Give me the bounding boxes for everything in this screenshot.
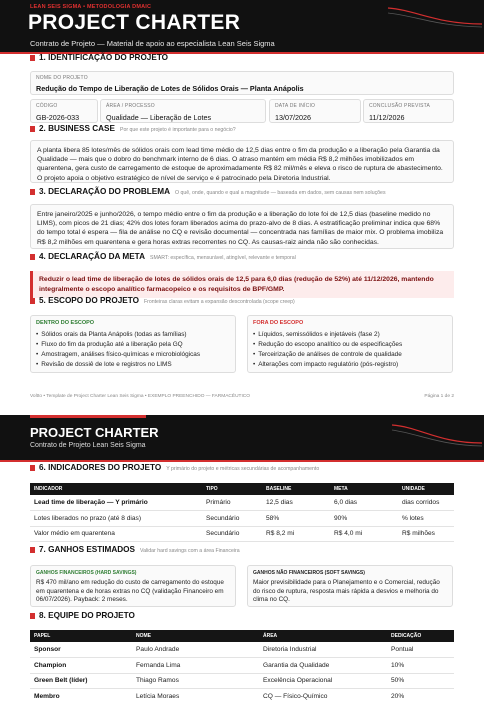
section-business-case-title: 2. BUSINESS CASE Por que este projeto é importante para o negócio? — [30, 124, 236, 133]
decorative-curve-icon — [386, 4, 484, 28]
indicators-table — [30, 483, 454, 542]
header-divider — [0, 460, 484, 462]
header-eyebrow: LEAN SEIS SIGMA • METODOLOGIA DMAIC — [30, 4, 152, 10]
section-marker-icon — [30, 189, 35, 195]
column-header: UNIDADE — [398, 483, 454, 495]
section-identification-title: 1. IDENTIFICAÇÃO DO PROJETO — [30, 53, 168, 62]
table-row: Membro Letícia Moraes CQ — Físico-Químico 20% — [30, 689, 454, 702]
section-indicators-title: 6. INDICADORES DO PROJETO Y primário do projeto e métricas secundárias de acompanhamento — [30, 463, 319, 472]
column-header: TIPO — [202, 483, 262, 495]
column-header: ÁREA — [259, 630, 387, 642]
table-row: Lead time de liberação — Y primário Primário 12,5 dias 6,0 dias dias corridos — [30, 495, 454, 511]
team-table — [30, 630, 454, 702]
table-row: Lotes liberados no prazo (até 8 dias) Secundário 58% 90% % lotes — [30, 511, 454, 527]
table-row: Sponsor Paulo Andrade Diretoria Industrial Pontual — [30, 642, 454, 658]
hard-savings-box — [30, 565, 236, 607]
soft-savings-box — [247, 565, 453, 607]
page2-header — [0, 415, 484, 460]
list-item: • Revisão de dossiê de lote e registros no LIMS — [36, 360, 230, 370]
table-row: Valor médio em quarentena Secundário R$ 8,2 mi R$ 4,0 mi R$ milhões — [30, 526, 454, 542]
page-subtitle: Contrato de Projeto — Material de apoio ao especialista Lean Seis Sigma — [30, 39, 275, 48]
table-row: Green Belt (líder) Thiago Ramos Excelência Operacional 50% — [30, 673, 454, 689]
footer-left: Voltto • Template de Project Charter Lean Seis Sigma • EXEMPLO PREENCHIDO — FARMACÊUTICO — [30, 394, 251, 399]
problem-text: Entre janeiro/2025 e junho/2026, o tempo médio entre o fim da produção e a liberação do lote foi de 12,5 dias (baseline medido no LIMS), com picos de 21 dias; 42% dos lotes foram liberados acima do prazo-alvo de 8 dias. A estratificação preliminar indica que 68% do tempo total é espera — fila de análise no CQ e revisão documental — concentrada nas famílias de maior mix. O problema imobiliza R$ 8,2 milhões em quarentena e gera horas extras recorrentes no CQ. As causas-raiz ainda não são conhecidas. — [37, 211, 444, 246]
section-problem-title: 3. DECLARAÇÃO DO PROBLEMA O quê, onde, quando e qual a magnitude — baseada em dados, sem causas nem soluções — [30, 187, 386, 196]
section-marker-icon — [30, 613, 35, 619]
column-header: META — [330, 483, 398, 495]
section-marker-icon — [30, 126, 35, 132]
header-accent-bar — [30, 415, 146, 418]
section-scope-title: 5. ESCOPO DO PROJETO Fronteiras claras evitam a expansão descontrolada (scope creep) — [30, 296, 295, 305]
scope-out-label: FORA DO ESCOPO — [253, 320, 304, 326]
section-gains-title: 7. GANHOS ESTIMADOS Validar hard savings com a área Financeira — [30, 545, 240, 554]
project-name-field: NOME DO PROJETO Redução do Tempo de Liberação de Lotes de Sólidos Orais — Planta Anápolis — [30, 71, 454, 95]
start-date-field: DATA DE INÍCIO 13/07/2026 — [269, 99, 361, 123]
section-marker-icon — [30, 298, 35, 304]
soft-savings-text: Maior previsibilidade para o Planejamento e o Comercial, redução do risco de ruptura, resposta mais rápida a desvios e melhoria do clima no CQ. — [253, 579, 440, 603]
page2-title: PROJECT CHARTER — [30, 425, 159, 440]
hard-savings-label: GANHOS FINANCEIROS (HARD SAVINGS) — [36, 570, 137, 576]
business-case-box — [30, 140, 454, 183]
list-item: • Sólidos orais da Planta Anápolis (todas as famílias) — [36, 330, 230, 340]
decorative-curve-icon — [390, 421, 484, 447]
table-header-row — [30, 483, 454, 495]
list-item: • Alterações com impacto regulatório (pós-registro) — [253, 360, 447, 370]
list-item: • Amostragem, análises físico-químicas e microbiológicas — [36, 350, 230, 360]
column-header: DEDICAÇÃO — [387, 630, 454, 642]
scope-in-box — [30, 315, 236, 373]
section-marker-icon — [30, 547, 35, 553]
column-header: BASELINE — [262, 483, 330, 495]
goal-statement: Reduzir o lead time de liberação de lotes de sólidos orais de 12,5 para 6,0 dias (redução de 52%) até 11/12/2026, mantendo integralmente o escopo analítico farmacopeico e os requisitos de BPF/GMP. — [30, 271, 454, 298]
list-item: • Terceirização de análises de controle de qualidade — [253, 350, 447, 360]
table-row: Champion Fernanda Lima Garantia da Qualidade 10% — [30, 658, 454, 674]
scope-in-label: DENTRO DO ESCOPO — [36, 320, 95, 326]
column-header: PAPEL — [30, 630, 132, 642]
soft-savings-label: GANHOS NÃO FINANCEIROS (SOFT SAVINGS) — [253, 570, 365, 576]
list-item: • Líquidos, semissólidos e injetáveis (fase 2) — [253, 330, 447, 340]
column-header: NOME — [132, 630, 259, 642]
project-name-value: Redução do Tempo de Liberação de Lotes de Sólidos Orais — Planta Anápolis — [36, 84, 304, 93]
area-field: ÁREA / PROCESSO Qualidade — Liberação de Lotes — [100, 99, 266, 123]
section-team-title: 8. EQUIPE DO PROJETO — [30, 611, 135, 620]
problem-box — [30, 204, 454, 249]
section-goal-title: 4. DECLARAÇÃO DA META SMART: específica, mensurável, atingível, relevante e temporal — [30, 252, 296, 261]
section-marker-icon — [30, 254, 35, 260]
page1-header — [0, 0, 484, 52]
end-date-field: CONCLUSÃO PREVISTA 11/12/2026 — [363, 99, 454, 123]
section-marker-icon — [30, 465, 35, 471]
section-marker-icon — [30, 55, 35, 61]
page-title: PROJECT CHARTER — [28, 11, 241, 34]
hard-savings-text: R$ 470 mil/ano em redução do custo de carregamento do estoque em quarentena e de horas extras no CQ (validação Financeiro em 06/07/2026). Payback: 2 meses. — [36, 579, 224, 603]
scope-out-box — [247, 315, 453, 373]
list-item: • Fluxo do fim da produção até a liberação pela GQ — [36, 340, 230, 350]
code-field: CÓDIGO GB-2026-033 — [30, 99, 98, 123]
footer-page-number: Página 1 de 2 — [424, 394, 454, 399]
column-header: INDICADOR — [30, 483, 202, 495]
page-footer — [30, 394, 454, 399]
list-item: • Redução do escopo analítico ou de especificações — [253, 340, 447, 350]
business-case-text: A planta libera 85 lotes/mês de sólidos orais com lead time médio de 12,5 dias entre o fim da produção e a liberação pela Garantia da Qualidade — mais que o dobro do benchmark interno de 6 dias. O atraso mantém em média R$ 8,2 milhões imobilizados em quarentena, gera custo de carregamento de estoque de aproximadamente R$ 82 mil/mês e eleva o risco de ruptura de abastecimento. O projeto apoia o objetivo estratégico de nível de serviço e é patrocinado pela Diretoria Industrial. — [37, 147, 443, 182]
table-header-row — [30, 630, 454, 642]
page2-subtitle: Contrato de Projeto Lean Seis Sigma — [30, 442, 146, 449]
